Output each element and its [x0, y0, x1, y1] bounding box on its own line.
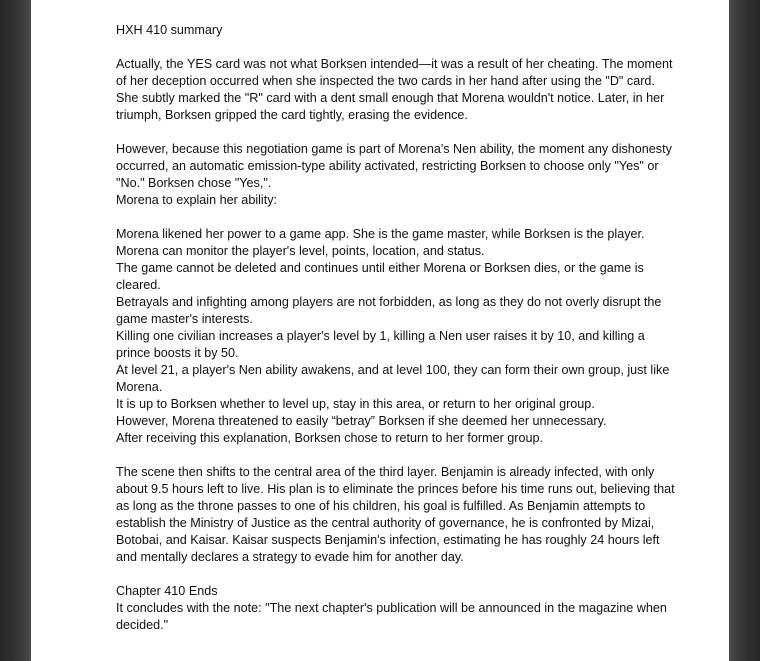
paragraph-gap	[116, 39, 676, 56]
ability-line-game-app: Morena likened her power to a game app. She is the game master, while Borksen is the player. Morena can monitor the player's level, points, location, and status.	[116, 227, 645, 258]
paragraph-gap	[116, 209, 676, 226]
document-title: HXH 410 summary	[116, 23, 223, 37]
paragraph-gap	[116, 124, 676, 141]
viewer-background-right	[729, 0, 760, 661]
paragraph-benjamin: The scene then shifts to the central area of the third layer. Benjamin is already infected, with only about 9.5 hours left to live. His plan is to eliminate the princes before his time runs out, believing that as long as the throne passes to one of his children, his goal is fulfilled. As Benjamin attempts to establish the Ministry of Justice as the central authority of governance, he is confronted by Mizai, Botobai, and Kaisar. Kaisar suspects Benjamin's infection, estimating he has roughly 24 hours left and mentally declares a strategy to evade him for another day.	[116, 465, 675, 564]
paragraph-negotiation: However, because this negotiation game is part of Morena's Nen ability, the moment any dishonesty occurred, an automatic emission-type ability activated, restricting Borksen to choose only "Yes" or "No." Borksen chose "Yes,".	[116, 142, 672, 190]
paragraph-gap	[116, 566, 676, 583]
viewer-background-left	[0, 0, 31, 661]
paragraph-cheating: Actually, the YES card was not what Borksen intended—it was a result of her cheating. The moment of her deception occurred when she inspected the two cards in her hand after using the "D" card. She subtly marked the "R" card with a dent small enough that Morena wouldn't notice. Later, in her triumph, Borksen gripped the card tightly, erasing the evidence.	[116, 57, 673, 122]
ability-line-cannot-delete: The game cannot be deleted and continues until either Morena or Borksen dies, or the game is cleared.	[116, 261, 644, 292]
ability-line-level-21: At level 21, a player's Nen ability awakens, and at level 100, they can form their own group, just like Morena.	[116, 363, 670, 394]
document-page	[31, 0, 729, 661]
chapter-end-heading: Chapter 410 Ends	[116, 584, 218, 598]
document-body	[116, 22, 676, 634]
ability-line-threat: However, Morena threatened to easily “betray” Borksen if she deemed her unnecessary.	[116, 414, 607, 428]
ability-line-betrayals: Betrayals and infighting among players are not forbidden, as long as they do not overly disrupt the game master's interests.	[116, 295, 662, 326]
paragraph-explain-intro: Morena to explain her ability:	[116, 193, 278, 207]
ability-line-choice: It is up to Borksen whether to level up, stay in this area, or return to her original group.	[116, 397, 595, 411]
chapter-end-note: It concludes with the note: "The next chapter's publication will be announced in the magazine when decided."	[116, 601, 667, 632]
ability-line-return: After receiving this explanation, Borksen chose to return to her former group.	[116, 431, 544, 445]
ability-line-levels: Killing one civilian increases a player's level by 1, killing a Nen user raises it by 10, and killing a prince boosts it by 50.	[116, 329, 645, 360]
paragraph-gap	[116, 447, 676, 464]
